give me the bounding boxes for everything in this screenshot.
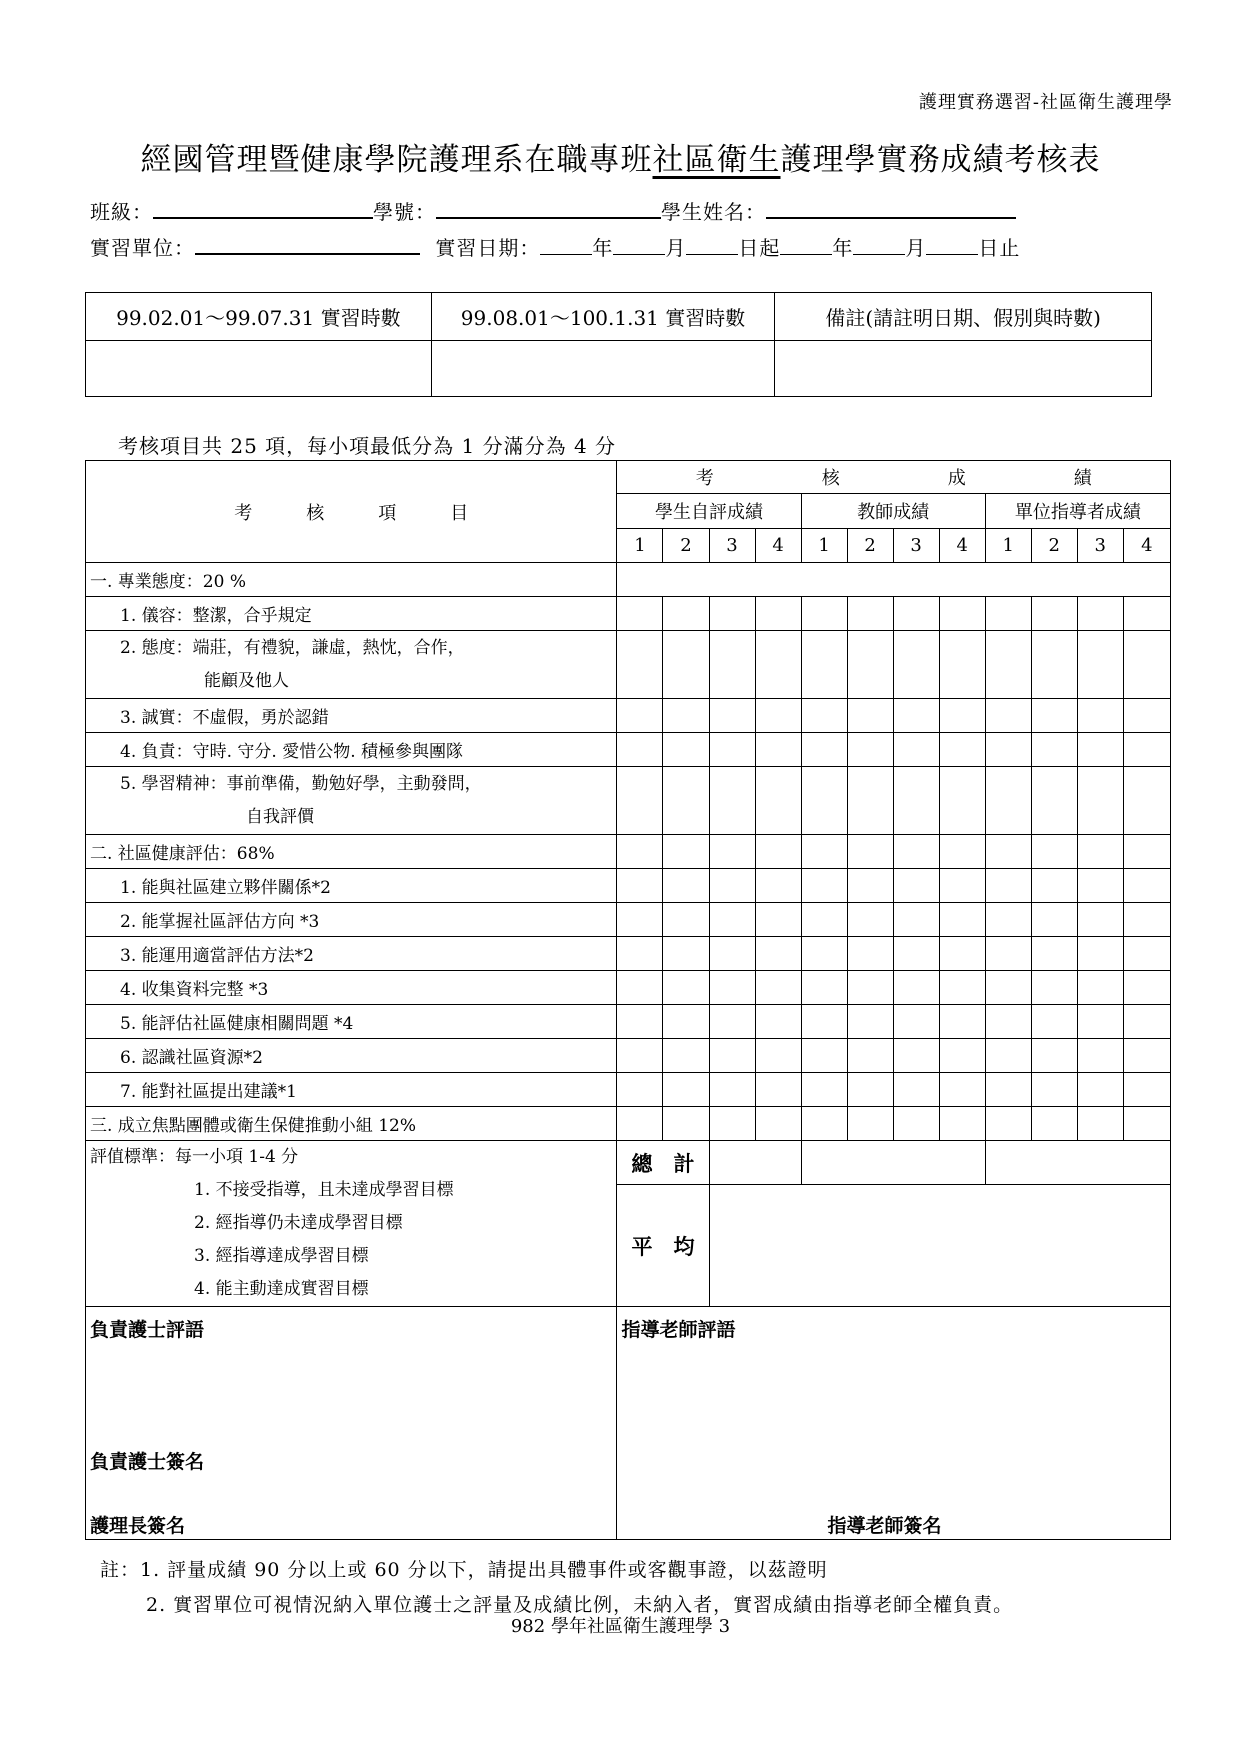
score-cell[interactable]: [985, 699, 1031, 733]
score-cell[interactable]: [1123, 903, 1170, 937]
teacher-comment-label: 指導老師評語: [621, 1319, 736, 1341]
student-name-field[interactable]: [766, 197, 1016, 219]
month-label: 月: [905, 236, 927, 260]
evaluation-item: [86, 1039, 617, 1073]
score-cell[interactable]: [893, 631, 939, 699]
score-cell[interactable]: [1031, 699, 1077, 733]
practice-info-row: [90, 232, 1020, 261]
score-cell[interactable]: [1031, 1005, 1077, 1039]
score-cell[interactable]: [709, 1039, 755, 1073]
criteria-level: 4. 能主動達成實習目標: [194, 1279, 369, 1299]
score-cell[interactable]: [1123, 937, 1170, 971]
score-cell[interactable]: [893, 835, 939, 869]
score-level-label: 2: [847, 529, 893, 563]
score-cell[interactable]: [939, 733, 985, 767]
criteria-level: 3. 經指導達成學習目標: [194, 1246, 369, 1266]
score-cell[interactable]: [985, 835, 1031, 869]
score-cell[interactable]: [1077, 1005, 1123, 1039]
score-cell[interactable]: [617, 1073, 663, 1107]
score-cell[interactable]: [1031, 971, 1077, 1005]
score-level-label: 3: [893, 529, 939, 563]
score-cell[interactable]: [801, 699, 847, 733]
title-part1: 經國管理暨健康學院護理系在職專班: [140, 142, 653, 178]
student-id-field[interactable]: [436, 197, 661, 219]
score-cell[interactable]: [1123, 597, 1170, 631]
evaluation-item-text: 4. 收集資料完整 *3: [120, 980, 269, 1000]
score-cell[interactable]: [663, 971, 709, 1005]
score-cell[interactable]: [617, 869, 663, 903]
score-cell[interactable]: [663, 733, 709, 767]
nurse-comment-box[interactable]: [86, 1307, 617, 1540]
score-cell[interactable]: [755, 937, 801, 971]
score-cell[interactable]: [709, 699, 755, 733]
start-year-field[interactable]: [540, 236, 592, 255]
items-header: 考 核 項 目: [86, 461, 617, 563]
score-cell[interactable]: [939, 869, 985, 903]
evaluation-item-text: 3. 誠實：不虛假，勇於認錯: [120, 708, 329, 728]
hours-period1-cell[interactable]: [86, 341, 432, 397]
score-cell[interactable]: [617, 597, 663, 631]
score-cell[interactable]: [1077, 903, 1123, 937]
footnote-1: 註：1. 評量成績 90 分以上或 60 分以下，請提出具體事件或客觀事證，以茲證明: [100, 1559, 828, 1581]
score-cell[interactable]: [847, 631, 893, 699]
score-level-label: 4: [755, 529, 801, 563]
score-cell[interactable]: [1031, 733, 1077, 767]
score-level-label: 4: [1123, 529, 1170, 563]
section-title: 一. 專業態度：20 %: [86, 563, 617, 597]
group-self-header: 學生自評成績: [617, 494, 801, 529]
end-year-field[interactable]: [780, 236, 832, 255]
score-cell[interactable]: [893, 1005, 939, 1039]
score-cell[interactable]: [847, 1039, 893, 1073]
score-level-label: 1: [801, 529, 847, 563]
nurse-signature-label: 負責護士簽名: [90, 1451, 205, 1473]
score-cell[interactable]: [1031, 597, 1077, 631]
score-cell[interactable]: [1077, 597, 1123, 631]
score-cell[interactable]: [1123, 1073, 1170, 1107]
hours-period2-cell[interactable]: [431, 341, 775, 397]
score-level-label: 1: [617, 529, 663, 563]
score-cell[interactable]: [663, 835, 709, 869]
hours-period2-header: 99.08.01～100.1.31 實習時數: [431, 293, 775, 341]
score-cell[interactable]: [617, 1107, 663, 1141]
total-teacher-cell[interactable]: [801, 1141, 985, 1185]
score-level-label: 1: [985, 529, 1031, 563]
score-cell[interactable]: [939, 631, 985, 699]
score-cell[interactable]: [801, 597, 847, 631]
section-title: 三. 成立焦點團體或衛生保健推動小組 12%: [86, 1107, 617, 1141]
score-cell[interactable]: [1123, 699, 1170, 733]
evaluation-item-text: 5. 學習精神：事前準備，勤勉好學，主動發問，: [120, 773, 482, 794]
score-cell[interactable]: [939, 1073, 985, 1107]
score-cell[interactable]: [709, 903, 755, 937]
score-cell[interactable]: [755, 1005, 801, 1039]
score-cell[interactable]: [801, 937, 847, 971]
start-month-field[interactable]: [613, 236, 665, 255]
score-cell[interactable]: [1031, 937, 1077, 971]
score-cell[interactable]: [847, 1005, 893, 1039]
score-cell[interactable]: [709, 1005, 755, 1039]
average-value-cell[interactable]: [709, 1185, 1170, 1307]
score-cell[interactable]: [847, 835, 893, 869]
student-name-label: 學生姓名：: [661, 200, 766, 224]
score-cell[interactable]: [1031, 1073, 1077, 1107]
score-cell[interactable]: [801, 869, 847, 903]
criteria-title: 評值標準：每一小項 1-4 分: [90, 1147, 299, 1167]
score-cell[interactable]: [1031, 903, 1077, 937]
score-cell[interactable]: [1077, 733, 1123, 767]
score-cell[interactable]: [663, 1107, 709, 1141]
score-cell[interactable]: [893, 1107, 939, 1141]
hours-remarks-header: 備註(請註明日期、假別與時數): [775, 293, 1152, 341]
score-cell[interactable]: [617, 1039, 663, 1073]
score-cell[interactable]: [847, 1107, 893, 1141]
total-self-cell[interactable]: [709, 1141, 801, 1185]
score-cell[interactable]: [617, 1005, 663, 1039]
score-cell[interactable]: [617, 699, 663, 733]
evaluation-item-text: 2. 態度：端莊，有禮貌，謙虛，熱忱，合作，: [120, 637, 465, 658]
document-title: [0, 134, 1241, 179]
score-cell[interactable]: [847, 597, 893, 631]
score-cell[interactable]: [985, 971, 1031, 1005]
score-cell[interactable]: [1031, 1039, 1077, 1073]
day-to-label: 日止: [978, 236, 1021, 260]
score-cell[interactable]: [893, 767, 939, 835]
score-cell[interactable]: [985, 1073, 1031, 1107]
year-label: 年: [592, 236, 614, 260]
criteria-level: 2. 經指導仍未達成學習目標: [194, 1213, 403, 1233]
score-cell[interactable]: [893, 1073, 939, 1107]
evaluation-item-text: 1. 能與社區建立夥伴關係*2: [120, 878, 331, 898]
section-title: 二. 社區健康評估：68%: [86, 835, 617, 869]
month-label: 月: [665, 236, 687, 260]
year-label: 年: [832, 236, 854, 260]
score-cell[interactable]: [663, 631, 709, 699]
score-cell[interactable]: [893, 971, 939, 1005]
student-info-row: [90, 196, 1016, 225]
evaluation-item-continuation: 自我評價: [246, 806, 314, 827]
score-cell[interactable]: [1123, 971, 1170, 1005]
score-cell[interactable]: [663, 1073, 709, 1107]
score-cell[interactable]: [893, 733, 939, 767]
evaluation-item-text: 1. 儀容：整潔，合乎規定: [120, 606, 312, 626]
evaluation-item: [86, 937, 617, 971]
score-cell[interactable]: [663, 699, 709, 733]
class-field[interactable]: [153, 197, 373, 219]
evaluation-item: [86, 1073, 617, 1107]
score-cell[interactable]: [617, 835, 663, 869]
hours-table: [85, 292, 1152, 397]
evaluation-table: [85, 460, 1171, 1540]
footnote-2: 2. 實習單位可視情況納入單位護士之評量及成績比例，未納入者，實習成績由指導老師全權負責。: [146, 1594, 1014, 1616]
criteria-level: 1. 不接受指導，且未達成學習目標: [194, 1180, 454, 1200]
score-cell[interactable]: [1077, 869, 1123, 903]
score-cell[interactable]: [801, 1039, 847, 1073]
head-nurse-signature-label: 護理長簽名: [90, 1515, 186, 1537]
score-cell[interactable]: [985, 767, 1031, 835]
score-cell[interactable]: [985, 733, 1031, 767]
score-cell[interactable]: [939, 903, 985, 937]
score-cell[interactable]: [617, 733, 663, 767]
score-cell[interactable]: [755, 597, 801, 631]
score-cell[interactable]: [1077, 1107, 1123, 1141]
score-cell[interactable]: [939, 1005, 985, 1039]
score-cell[interactable]: [847, 869, 893, 903]
evaluation-item: [86, 903, 617, 937]
score-cell[interactable]: [663, 1005, 709, 1039]
score-cell[interactable]: [617, 937, 663, 971]
score-level-label: 2: [1031, 529, 1077, 563]
evaluation-item: [86, 971, 617, 1005]
score-cell[interactable]: [709, 1107, 755, 1141]
teacher-signature-label: 指導老師簽名: [827, 1515, 942, 1537]
score-cell[interactable]: [755, 869, 801, 903]
end-month-field[interactable]: [853, 236, 905, 255]
section-score-blank: [617, 563, 1171, 597]
score-cell[interactable]: [755, 631, 801, 699]
group-teacher-header: 教師成績: [801, 494, 985, 529]
unit-field[interactable]: [195, 233, 420, 255]
score-cell[interactable]: [893, 597, 939, 631]
score-cell[interactable]: [801, 1005, 847, 1039]
evaluation-item: [86, 767, 617, 835]
date-label: 實習日期：: [435, 236, 541, 260]
score-cell[interactable]: [939, 767, 985, 835]
score-cell[interactable]: [663, 1039, 709, 1073]
score-cell[interactable]: [939, 971, 985, 1005]
score-cell[interactable]: [617, 971, 663, 1005]
evaluation-item-text: 6. 認識社區資源*2: [120, 1048, 263, 1068]
score-cell[interactable]: [755, 1107, 801, 1141]
score-cell[interactable]: [985, 1039, 1031, 1073]
score-cell[interactable]: [709, 733, 755, 767]
score-cell[interactable]: [847, 699, 893, 733]
score-cell[interactable]: [709, 597, 755, 631]
score-level-label: 3: [1077, 529, 1123, 563]
score-cell[interactable]: [617, 903, 663, 937]
score-cell[interactable]: [985, 1107, 1031, 1141]
score-cell[interactable]: [1077, 1039, 1123, 1073]
score-cell[interactable]: [755, 903, 801, 937]
score-cell[interactable]: [755, 1039, 801, 1073]
evaluation-item: [86, 733, 617, 767]
score-cell[interactable]: [1123, 869, 1170, 903]
score-cell[interactable]: [1077, 971, 1123, 1005]
score-cell[interactable]: [801, 733, 847, 767]
end-day-field[interactable]: [926, 236, 978, 255]
evaluation-item: [86, 1005, 617, 1039]
evaluation-criteria: [86, 1141, 617, 1307]
score-cell[interactable]: [755, 1073, 801, 1107]
score-level-label: 3: [709, 529, 755, 563]
score-cell[interactable]: [663, 767, 709, 835]
score-cell[interactable]: [1077, 1073, 1123, 1107]
score-cell[interactable]: [801, 767, 847, 835]
day-from-label: 日起: [738, 236, 781, 260]
score-cell[interactable]: [801, 1107, 847, 1141]
score-cell[interactable]: [1031, 869, 1077, 903]
evaluation-item: [86, 597, 617, 631]
nurse-comment-label: 負責護士評語: [90, 1319, 205, 1341]
average-label: 平 均: [617, 1185, 709, 1307]
score-cell[interactable]: [801, 835, 847, 869]
evaluation-item-text: 2. 能掌握社區評估方向 *3: [120, 912, 320, 932]
score-cell[interactable]: [663, 597, 709, 631]
running-header: 護理實務選習-社區衛生護理學: [918, 92, 1173, 113]
student-id-label: 學號：: [373, 200, 436, 224]
total-label: 總 計: [617, 1141, 709, 1185]
start-day-field[interactable]: [686, 236, 738, 255]
hours-remarks-cell[interactable]: [775, 341, 1152, 397]
evaluation-item: [86, 869, 617, 903]
score-cell[interactable]: [893, 937, 939, 971]
score-cell[interactable]: [1077, 767, 1123, 835]
score-cell[interactable]: [1031, 835, 1077, 869]
hours-period1-header: 99.02.01～99.07.31 實習時數: [86, 293, 432, 341]
score-cell[interactable]: [1123, 835, 1170, 869]
title-underlined: 社區衛生: [652, 142, 781, 178]
score-cell[interactable]: [1123, 1005, 1170, 1039]
score-cell[interactable]: [1077, 937, 1123, 971]
score-cell[interactable]: [709, 767, 755, 835]
teacher-comment-box[interactable]: [617, 1307, 1171, 1540]
score-cell[interactable]: [893, 699, 939, 733]
evaluation-item-text: 4. 負責：守時. 守分. 愛惜公物. 積極參與團隊: [120, 742, 464, 762]
score-cell[interactable]: [663, 869, 709, 903]
score-cell[interactable]: [617, 631, 663, 699]
score-cell[interactable]: [893, 903, 939, 937]
score-cell[interactable]: [755, 971, 801, 1005]
score-cell[interactable]: [709, 937, 755, 971]
score-cell[interactable]: [1123, 1039, 1170, 1073]
evaluation-item-text: 3. 能運用適當評估方法*2: [120, 946, 314, 966]
score-cell[interactable]: [709, 631, 755, 699]
score-cell[interactable]: [985, 869, 1031, 903]
score-cell[interactable]: [1123, 1107, 1170, 1141]
group-unit-header: 單位指導者成績: [985, 494, 1170, 529]
evaluation-item: [86, 631, 617, 699]
score-cell[interactable]: [939, 1039, 985, 1073]
score-cell[interactable]: [847, 733, 893, 767]
score-cell[interactable]: [709, 1073, 755, 1107]
score-cell[interactable]: [709, 869, 755, 903]
score-cell[interactable]: [939, 937, 985, 971]
score-cell[interactable]: [801, 971, 847, 1005]
score-cell[interactable]: [847, 903, 893, 937]
score-cell[interactable]: [985, 631, 1031, 699]
score-header: 考 核 成 績: [617, 461, 1171, 494]
score-cell[interactable]: [755, 733, 801, 767]
items-note: 考核項目共 25 項，每小項最低分為 1 分滿分為 4 分: [118, 434, 617, 458]
score-cell[interactable]: [939, 699, 985, 733]
score-cell[interactable]: [985, 1005, 1031, 1039]
evaluation-item-text: 5. 能評估社區健康相關問題 *4: [120, 1014, 354, 1034]
score-cell[interactable]: [985, 937, 1031, 971]
score-cell[interactable]: [663, 937, 709, 971]
total-unit-cell[interactable]: [985, 1141, 1170, 1185]
score-cell[interactable]: [939, 597, 985, 631]
score-cell[interactable]: [893, 869, 939, 903]
evaluation-item-continuation: 能顧及他人: [204, 670, 289, 691]
score-cell[interactable]: [893, 1039, 939, 1073]
score-cell[interactable]: [985, 597, 1031, 631]
score-cell[interactable]: [847, 767, 893, 835]
score-cell[interactable]: [847, 1073, 893, 1107]
evaluation-item: [86, 699, 617, 733]
score-cell[interactable]: [801, 631, 847, 699]
score-cell[interactable]: [1123, 767, 1170, 835]
score-cell[interactable]: [801, 1073, 847, 1107]
score-cell[interactable]: [709, 835, 755, 869]
score-level-label: 4: [939, 529, 985, 563]
evaluation-item-text: 7. 能對社區提出建議*1: [120, 1082, 297, 1102]
score-cell[interactable]: [709, 971, 755, 1005]
score-cell[interactable]: [1031, 1107, 1077, 1141]
score-level-label: 2: [663, 529, 709, 563]
score-cell[interactable]: [663, 903, 709, 937]
score-cell[interactable]: [1077, 835, 1123, 869]
page-footer: 982 學年社區衛生護理學 3: [510, 1616, 731, 1637]
score-cell[interactable]: [755, 767, 801, 835]
score-cell[interactable]: [1123, 631, 1170, 699]
score-cell[interactable]: [847, 971, 893, 1005]
title-part2: 護理學實務成績考核表: [780, 142, 1101, 178]
score-cell[interactable]: [939, 835, 985, 869]
score-cell[interactable]: [755, 835, 801, 869]
score-cell[interactable]: [939, 1107, 985, 1141]
score-cell[interactable]: [1123, 733, 1170, 767]
unit-label: 實習單位：: [90, 236, 195, 260]
score-cell[interactable]: [1031, 631, 1077, 699]
score-cell[interactable]: [801, 903, 847, 937]
score-cell[interactable]: [1077, 631, 1123, 699]
score-cell[interactable]: [1031, 767, 1077, 835]
score-cell[interactable]: [847, 937, 893, 971]
score-cell[interactable]: [1077, 699, 1123, 733]
score-cell[interactable]: [755, 699, 801, 733]
score-cell[interactable]: [985, 903, 1031, 937]
class-label: 班級：: [90, 200, 153, 224]
score-cell[interactable]: [617, 767, 663, 835]
